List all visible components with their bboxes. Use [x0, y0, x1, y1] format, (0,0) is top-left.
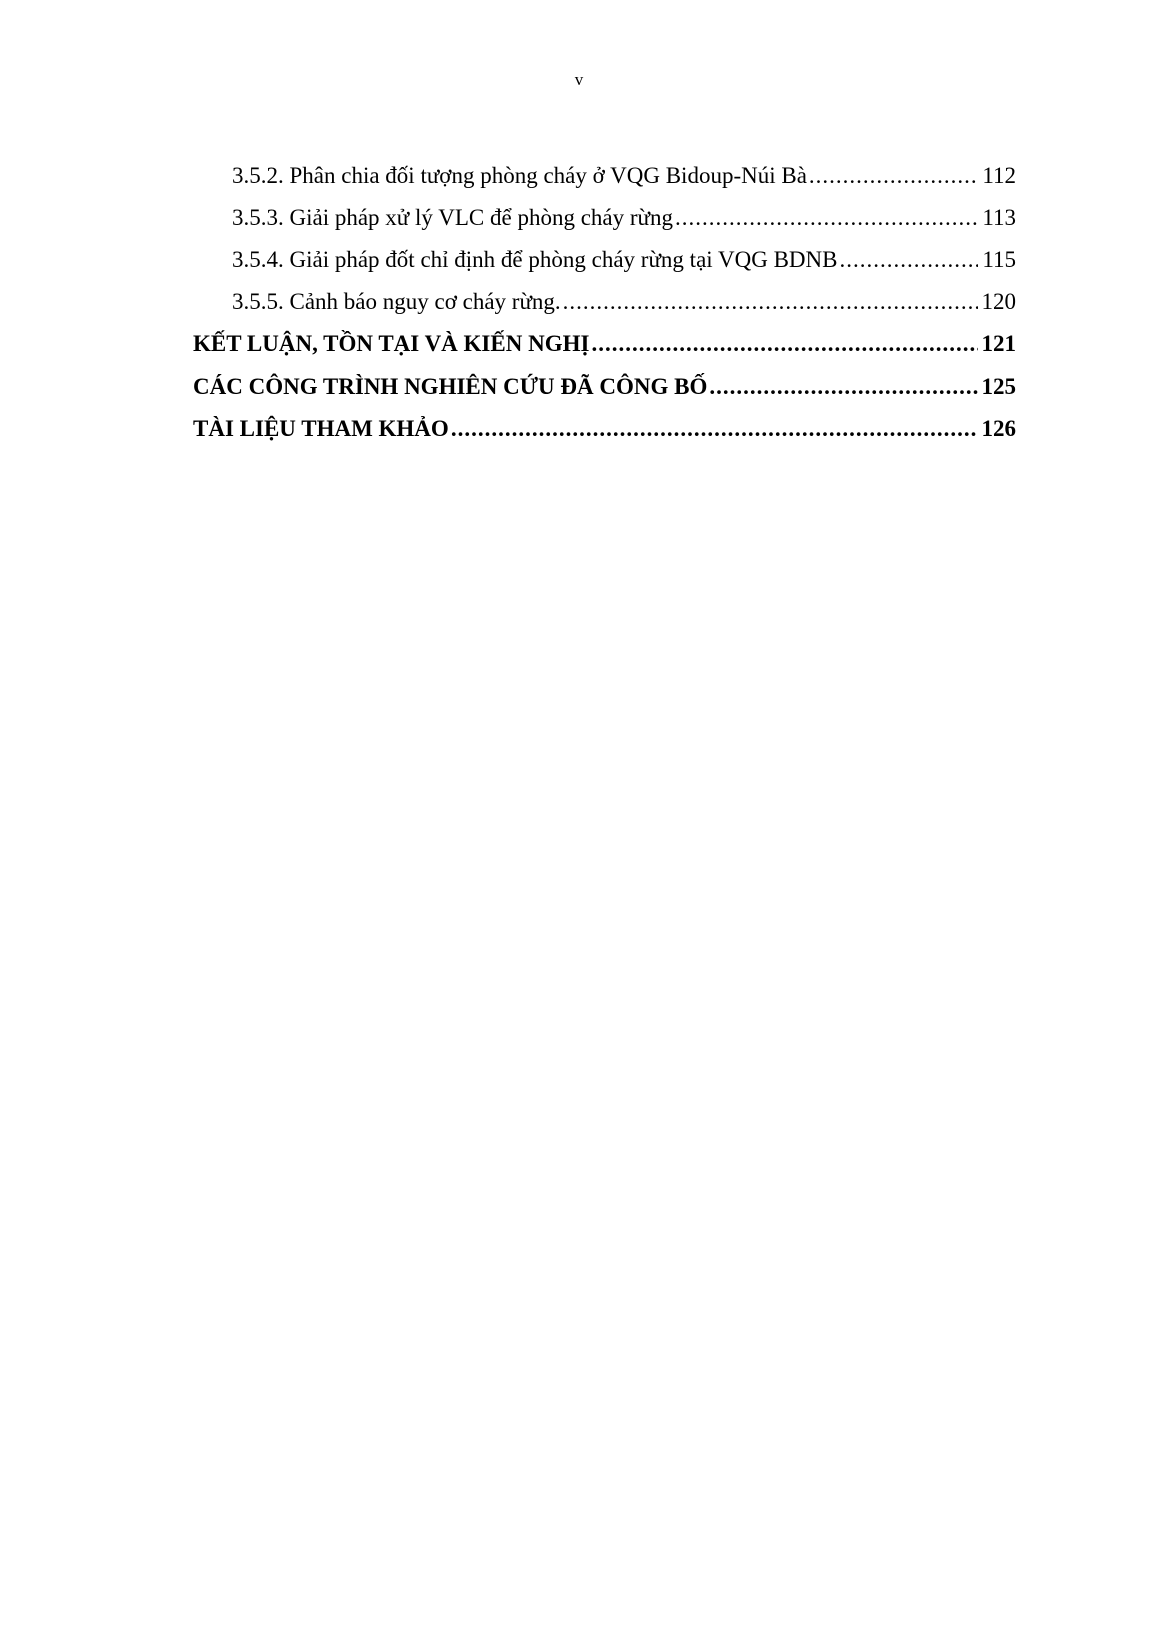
- toc-entry-title: CÁC CÔNG TRÌNH NGHIÊN CỨU ĐÃ CÔNG BỐ: [193, 374, 708, 399]
- toc-dot-leader: [675, 202, 978, 234]
- toc-entry[interactable]: [232, 244, 1016, 276]
- toc-dot-leader: [591, 328, 977, 360]
- toc-entry[interactable]: [232, 202, 1016, 234]
- toc-dot-leader: [809, 160, 978, 192]
- toc-entry-chapter[interactable]: [193, 328, 1016, 360]
- toc-entry[interactable]: [232, 286, 1016, 318]
- toc-dot-leader: [840, 244, 979, 276]
- toc-entry-page: 112: [982, 163, 1016, 188]
- toc-dot-leader: [451, 413, 978, 445]
- toc-entry-page: 113: [982, 205, 1016, 230]
- toc-entry-title: 3.5.2. Phân chia đối tượng phòng cháy ở VQG Bidoup-Núi Bà: [232, 163, 807, 188]
- toc-entry-page: 121: [981, 331, 1016, 356]
- toc-entry-title: 3.5.5. Cảnh báo nguy cơ cháy rừng.: [232, 289, 561, 314]
- toc-entry[interactable]: [232, 160, 1016, 192]
- toc-entry-page: 120: [981, 289, 1016, 314]
- toc-entry-chapter[interactable]: [193, 371, 1016, 403]
- toc-entry-page: 126: [981, 416, 1016, 441]
- toc-entry-chapter[interactable]: [193, 413, 1016, 445]
- toc-dot-leader: [709, 371, 977, 403]
- toc-entry-page: 125: [981, 374, 1016, 399]
- page-number: v: [574, 70, 584, 89]
- toc-entry-title: KẾT LUẬN, TỒN TẠI VÀ KIẾN NGHỊ: [193, 331, 590, 356]
- toc-dot-leader: [563, 286, 978, 318]
- toc-entry-title: TÀI LIỆU THAM KHẢO: [193, 416, 449, 441]
- toc-entry-page: 115: [982, 247, 1016, 272]
- toc-entry-title: 3.5.4. Giải pháp đốt chỉ định để phòng cháy rừng tại VQG BDNB: [232, 247, 838, 272]
- toc-entry-title: 3.5.3. Giải pháp xử lý VLC để phòng cháy rừng: [232, 205, 673, 230]
